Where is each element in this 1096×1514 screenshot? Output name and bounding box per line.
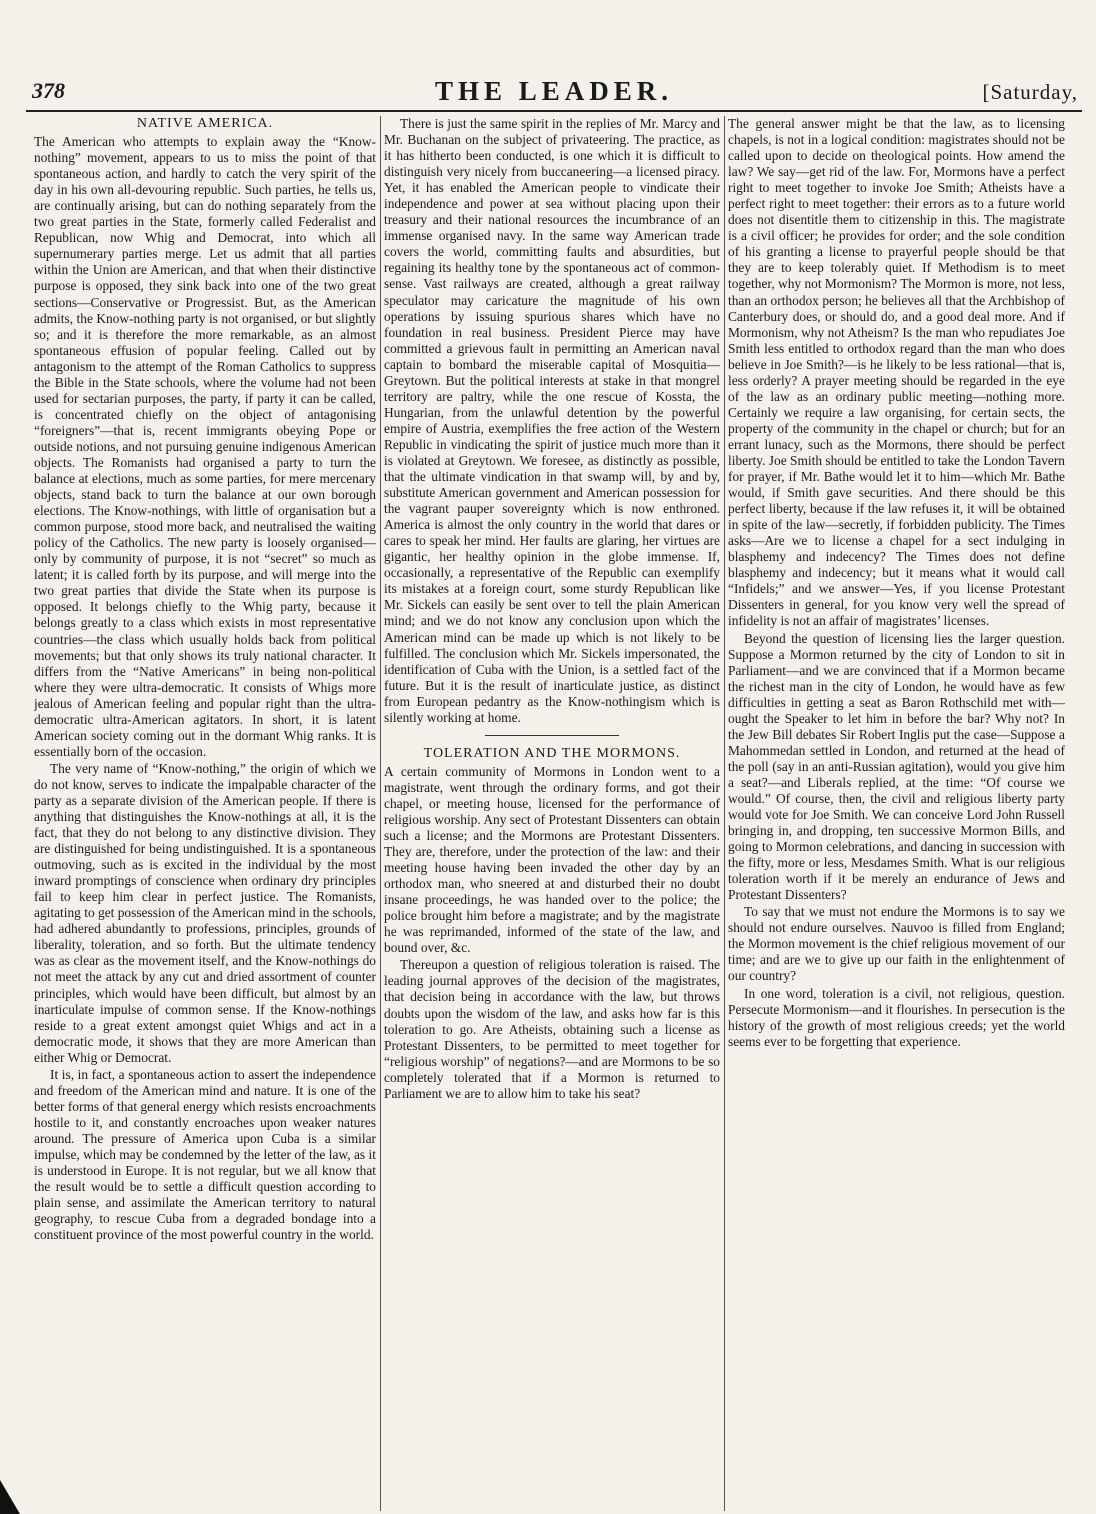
article-heading-toleration: TOLERATION AND THE MORMONS. xyxy=(423,745,681,761)
article-paragraph: Thereupon a question of religious toleration is raised. The leading journal approves of the decision of the magistrates, that decision being in accordance with the law, but throws doubts upon the wisdom of the law, and asks how far is this toleration to go. Are Atheists, obtaining such a license as Protestant Dissenters, to be permitted to meet together for “religious worship” of negations?—and are Mormons to be so completely tolerated that if a Mormon is returned to Parliament we are to allow him to take his seat? xyxy=(384,957,720,1101)
newspaper-title: THE LEADER. xyxy=(434,76,674,106)
article-paragraph: A certain community of Mormons in London went to a magistrate, went through the ordinary forms, and got their chapel, or meeting house, licensed for the performance of religious worship. Any sect of Protestant Dissenters can obtain such a license; and the Mormons are Protestant Dissenters. They are, therefore, under the protection of the law: and their meeting house having been invaded the other day by an orthodox man, who sneered at and disturbed their no doubt insane proceedings, he was handed over to the police; the police brought him before a magistrate; and by the magistrate he was reprimanded, informed of the state of the law, and bound over, &c. xyxy=(384,763,720,956)
column-rule xyxy=(724,116,725,1511)
column-1 xyxy=(34,116,376,1511)
column-2 xyxy=(384,116,720,1511)
column-3 xyxy=(728,116,1065,1511)
article-paragraph: The general answer might be that the law, as to licensing chapels, is not in a logical condition: magistrates should not be called upon to decide on theological points. How amend the law? We say—get rid of the law. For, Mormons have a perfect right to meet together to invoke Joe Smith; Atheists have a perfect right to meet together: their errors as to a future world does not disentitle them to citizenship in this. The magistrate is a civil officer; he provides for order; and the sole condition of his granting a license to prayerful people should be that they are to keep tolerably quiet. If Methodism is to meet together, why not Mormonism? The Mormon is more, not less, than an orthodox person; he believes all that the Archbishop of Canterbury does, or should do, and a good deal more. And if Mormonism, why not Atheism? Is the man who repudiates Joe Smith less entitled to orthodox regard than the man who does believe in Joe Smith?—is he likely to be less rational—that is, less orderly? A prayer meeting should be regarded in the eye of the law as an ordinary public meeting—nothing more. Certainly we require a law organising, for certain sects, the property of the community in the chapel or church; but for an errant lunacy, such as the Mormons, there should be perfect liberty. Joe Smith should be entitled to take the London Tavern for prayer, if Mr. Bathe would let it to him—which Mr. Bathe would, if Smith gave securities. And there should be this perfect liberty, because if the law refuses it, it will be obtained in spite of the law—secretly, if forbidden publicity. The Times asks—Are we to license a chapel for a sect indulging in blasphemy and indecency? The Times does not define blasphemy and indecency; but it means what it would call “Infidels;” and we answer—Yes, if you license Protestant Dissenters in general, for you know very well the spread of infidelity is not an affair of magistrates’ licenses. xyxy=(728,116,1065,629)
article-paragraph: There is just the same spirit in the replies of Mr. Marcy and Mr. Buchanan on the subject of privateering. The practice, as it has hitherto been conducted, is one which it is difficult to distinguish very nicely from buccaneering—a licensed piracy. Yet, it has enabled the American people to vindicate their independence and power at sea without placing upon their treasury and their national resources the incumbrance of an immense organised navy. In the same way American trade covers the world, committing faults and absurdities, but regaining its healthy tone by the spontaneous act of common-sense. Vast railways are created, although a great railway speculator may caricature the magnitude of his own operations by issuing spurious shares which have no foundation in real business. President Pierce may have committed a grievous fault in permitting an American naval captain to bombard the miserable capital of Mosquitia—Greytown. But the political interests at stake in that mongrel territory are paltry, while the one rescue of Kossta, the Hungarian, from the unlawful detention by the powerful empire of Austria, exemplifies the free action of the Western Republic in vindicating the spirit of justice much more than it is violated at Greytown. We foresee, as distinctly as possible, that the ultimate vindication in that swamp will, by and by, substitute American government and American possession for the vagrant pauper sovereignty which is now enthroned. America is almost the only country in the world that dares or cares to speak her mind. Her faults are glaring, her virtues are gigantic, her healthy opinion in the globe immense. If, occasionally, a representative of the Republic can exemplify its mistakes at a foreign court, some sturdy Republican like Mr. Sickels can easily be sent over to tell the plain American mind; and we do not know any conclusion upon which the American mind can be made up which is not likely to be fulfilled. The conclusion which Mr. Sickels impersonated, the identification of Cuba with the Union, is a settled fact of the future. But it is the result of inarticulate justice, as distinct from European pedantry as the Know-nothingism which is silently working at home. xyxy=(384,116,720,725)
article-paragraph: In one word, toleration is a civil, not religious, question. Persecute Mormonism—and it flourishes. In persecution is the history of the growth of most religious creeds; yet the world seems ever to be forgetting that experience. xyxy=(728,985,1065,1049)
article-heading-native-america: NATIVE AMERICA. xyxy=(136,116,274,131)
article-paragraph: The American who attempts to explain away the “Know-nothing” movement, appears to us to miss the point of that spontaneous action, and hardly to catch the very spirit of the day in his own all-devouring republic. Such parties, he tells us, are continually arising, but can do nothing separately from the two great parties in the State, formerly called Federalist and Republican, now Whig and Democrat, into which all supernumerary parties merge. Let us admit that all parties within the Union are American, and that when their distinctive purpose is opposed, they sink back into one of the two great sections—Conservative or Progressist. But, as the American admits, the Know-nothing party is not organised, or but slightly so; and it is therefore the more remarkable, as an almost spontaneous effusion of popular feeling. Called out by antagonism to the attempt of the Roman Catholics to suppress the Bible in the State schools, where the volume had not been used for sectarian purposes, the party, if party it can be called, is concentrated chiefly on the object of antagonising “foreigners”—that is, recent immigrants obeying Pope or outside notions, and not pursuing genuine indigenous American objects. The Romanists had organised a party to turn the balance at elections, much as some parties, for mere mercenary objects, stand back to turn the balance at our own borough elections. The Know-nothings, with little of organisation but a common purpose, stood more back, and neutralised the waiting policy of the Catholics. The new party is loosely organised—only by community of purpose, it is not “secret” so much as latent; it is called forth by its purpose, and will merge into the two great parties that divide the State when its purpose is opposed. It belongs chiefly to the Whig party, because it belongs greatly to a class which exists in most representative countries—the class which usually holds back from political movements; but that only shows its truly national character. It differs from the “Native Americans” in being non-political where they were ultra-democratic. It consists of Whigs more jealous of American feeling and popular right than the ultra-democratic ultra-American agitators. In short, it is latent American society coming out in the dormant Whig ranks. It is essentially born of the occasion. xyxy=(34,134,376,759)
article-paragraph: Beyond the question of licensing lies the larger question. Suppose a Mormon returned by the city of London to sit in Parliament—and we are convinced that if a Mormon became the richest man in the city of London, he would have as few difficulties in getting a seat as Baron Rothschild met with—ought the Speaker to let him in before the bar? Why not? In the Jew Bill debates Sir Robert Inglis put the case—Suppose a Mahommedan settled in London, and returned at the head of the poll (say in an anti-Russian agitation), would you give him a seat?—and Liberals replied, at the time: “Of course we would.” Of course, then, the civil and religious liberty party would vote for Joe Smith. We can conceive Lord John Russell bringing in, and dropping, ten successive Mormon Bills, and going to Mormon celebrations, and dancing in succession with the fifty, more or less, Mesdames Smith. What is our religious toleration worth if it be merely an endurance of Jews and Protestant Dissenters? xyxy=(728,630,1065,903)
article-paragraph: To say that we must not endure the Mormons is to say we should not endure ourselves. Nauvoo is filled from England; the Mormon movement is the chief religious movement of our time; and are we to give up our faith in the enlightenment of our country? xyxy=(728,904,1065,984)
scan-corner-mark xyxy=(0,1480,20,1514)
column-rule xyxy=(380,116,381,1511)
issue-day: [Saturday, xyxy=(982,80,1078,104)
article-paragraph: The very name of “Know-nothing,” the origin of which we do not know, serves to indicate the impalpable character of the party as a separate division of the American people. If there is anything that distinguishes the Know-nothings at all, it is the fact, that they do not belong to any distinctive division. They are distinguished for being undistinguished. It is a spontaneous outmoving, such as is excited in the individual by the most inward promptings of conscience when ordinary dry principles fail to keep him clear in perfect justice. The Romanists, agitating to get possession of the American mind in the schools, had adhered abundantly to professions, principles, grounds of liberality, toleration, and so forth. But the ultimate tendency was as clear as the movement itself, and the Know-nothings do not meet the attack by any cut and dried assortment of counter principles, which would have been difficult, but almost by an inarticulate impulse of common sense. If the Know-nothings reside to a great extent amongst quiet Whigs and act in a democratic mode, it shows that they are more American than either Whig or Democrat. xyxy=(34,760,376,1065)
page-number: 378 xyxy=(32,78,65,103)
article-separator xyxy=(485,735,619,736)
masthead xyxy=(26,74,1082,112)
article-paragraph: It is, in fact, a spontaneous action to assert the independence and freedom of the American mind and nature. It is one of the better forms of that general energy which resists encroachments hostile to it, and constantly encroaches upon weaker natures around. The pressure of America upon Cuba is a similar impulse, which may be condemned by the letter of the law, as it is understood in Europe. It is not regular, but we all know that the result would be to settle a difficult question according to plain sense, and assimilate the American territory to natural geography, to rescue Cuba from a degraded bondage into a constituent province of the most powerful country in the world. xyxy=(34,1066,376,1243)
